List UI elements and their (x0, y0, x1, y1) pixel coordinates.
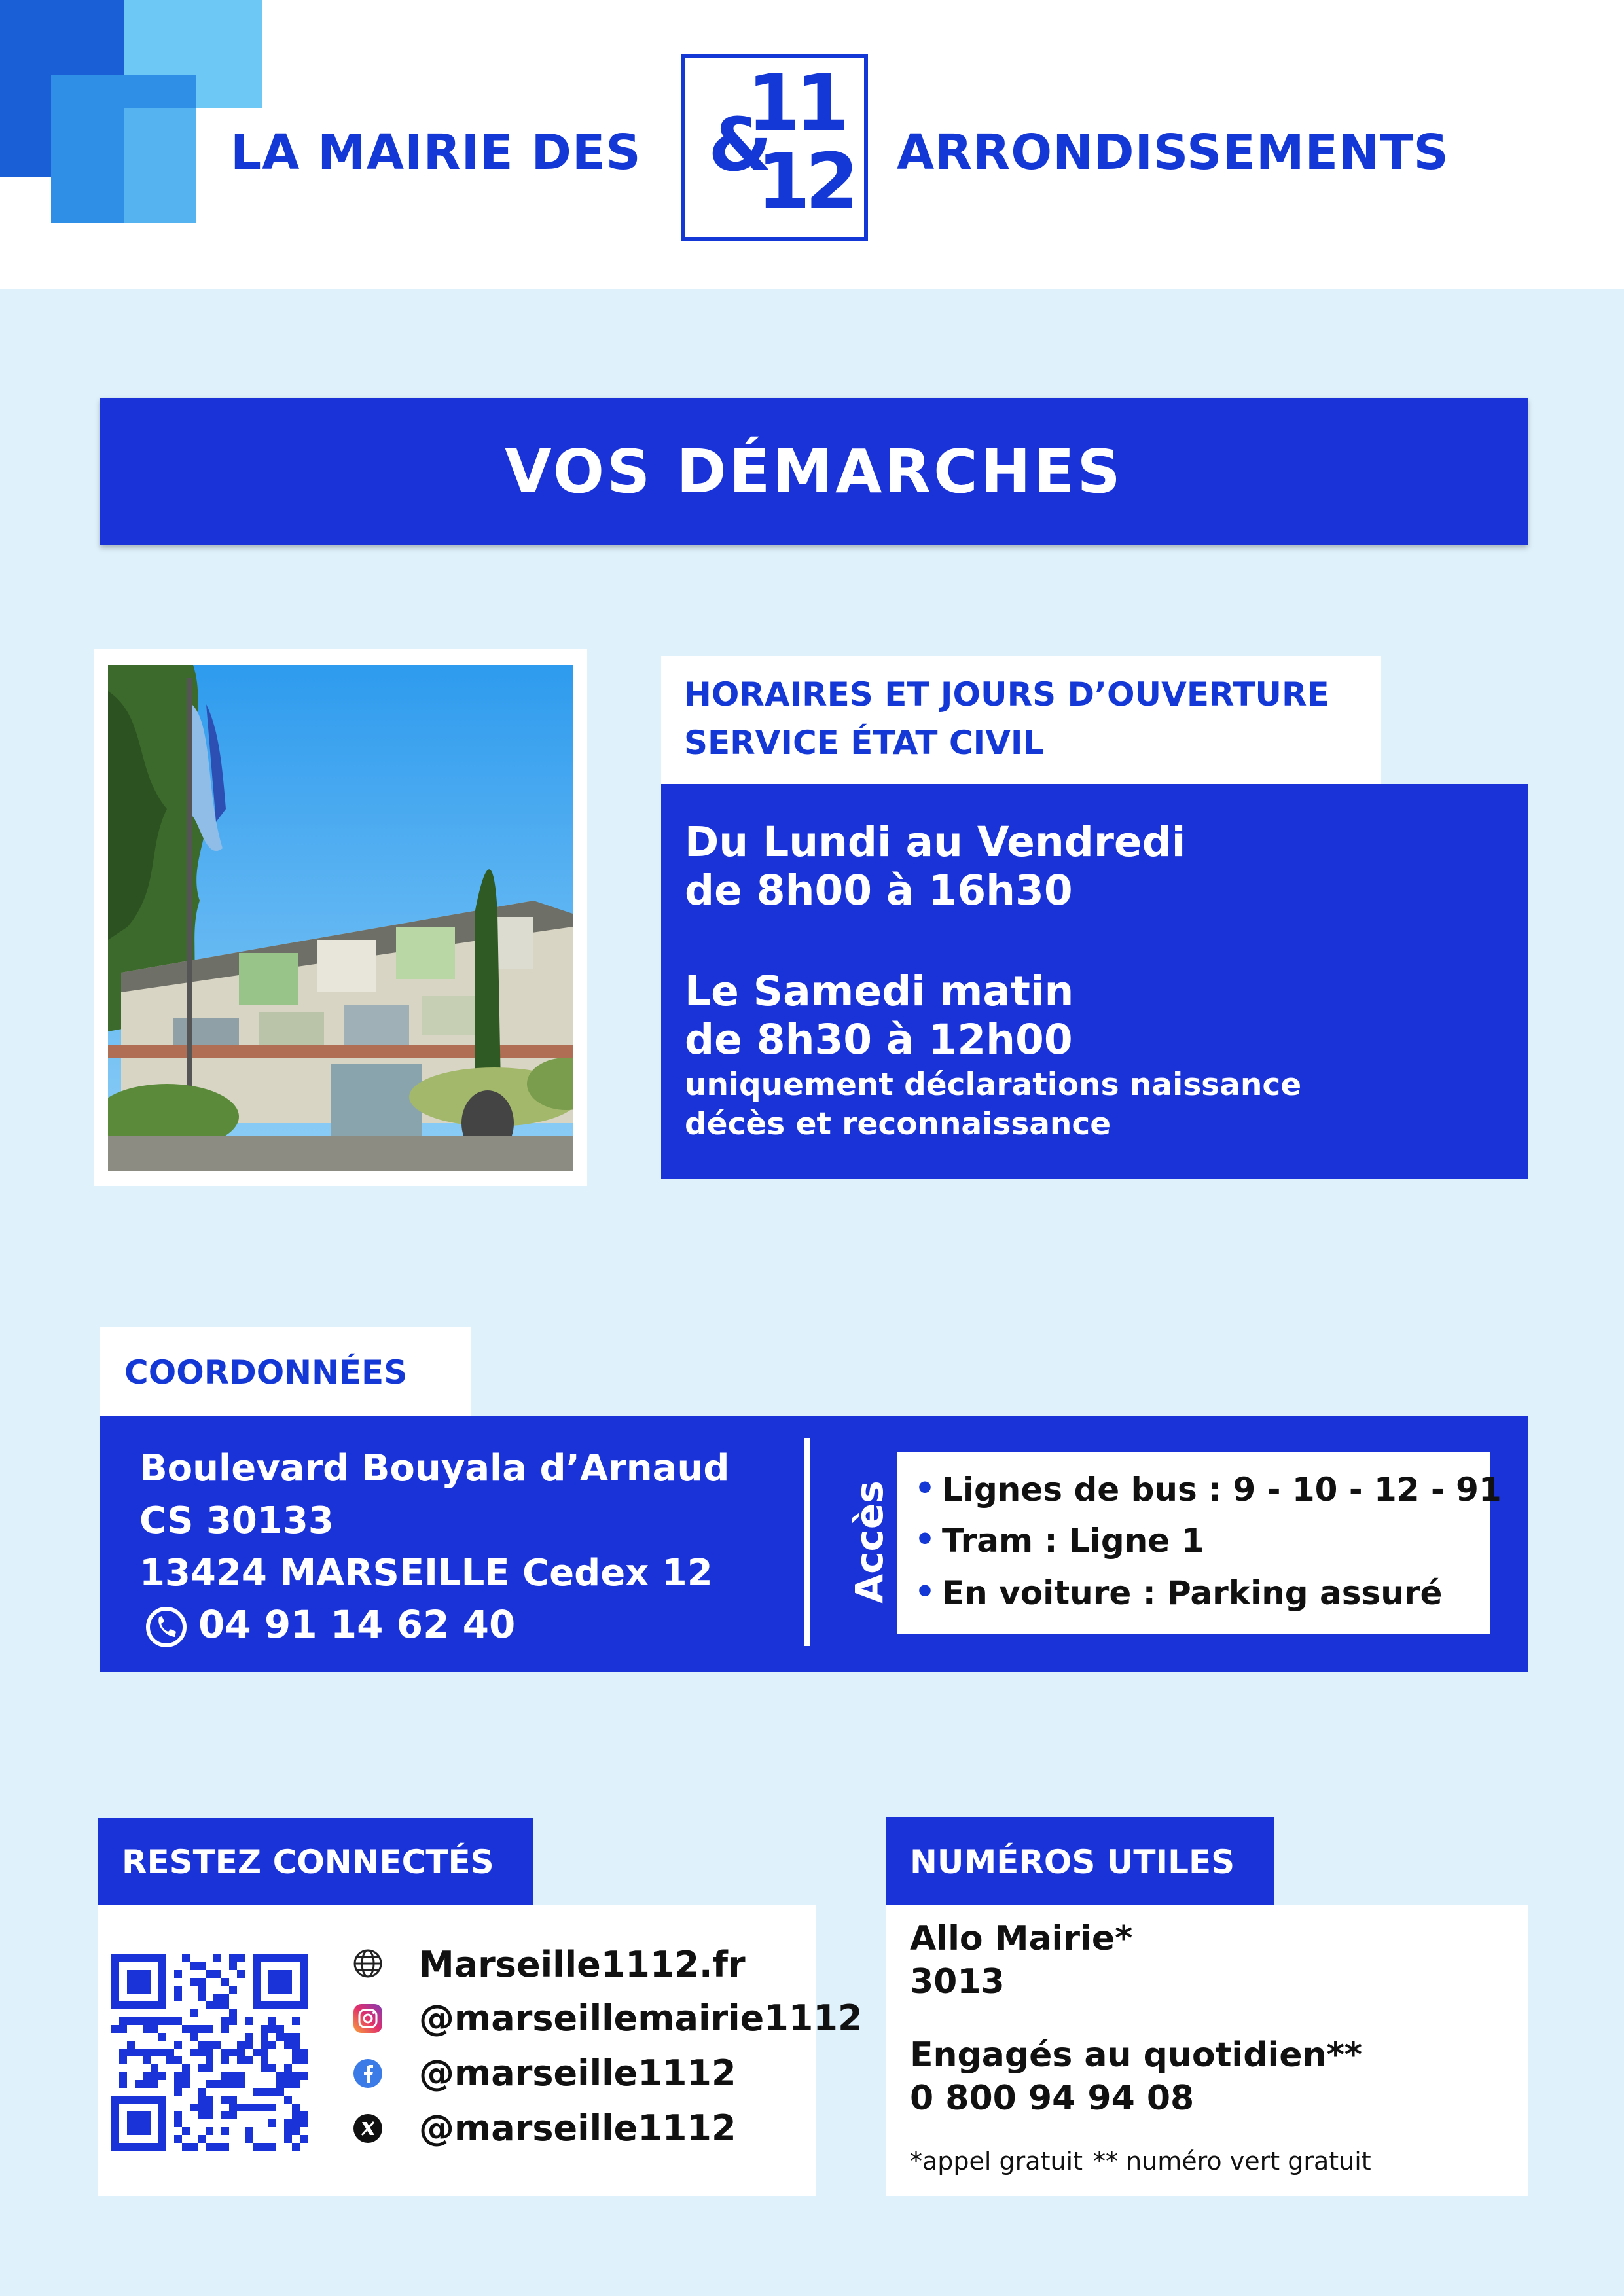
acces-list (897, 1452, 1502, 1634)
facebook-icon (352, 2058, 384, 2092)
facebook-link[interactable]: @marseille1112 (419, 2053, 736, 2094)
numeros-card (886, 1905, 1528, 2196)
weekdays-hours: de 8h00 à 16h30 (685, 867, 1073, 914)
website-link[interactable]: Marseille1112.fr (419, 1944, 746, 1985)
header-left-text: LA MAIRIE DES (230, 124, 641, 181)
coordonnees-tab-label: COORDONNÉES (124, 1354, 408, 1391)
logo-bottom-number: 12 (757, 136, 854, 226)
address-line2: CS 30133 (139, 1499, 334, 1542)
x-link[interactable]: @marseille1112 (419, 2108, 736, 2149)
allo-mairie-label: Allo Mairie* (910, 1919, 1133, 1958)
logo (681, 54, 868, 241)
acces-label: Accès (847, 1480, 892, 1604)
bullet: • (914, 1469, 935, 1507)
section-banner (100, 398, 1528, 545)
bullet: • (914, 1573, 935, 1611)
horaires-tab-line1: HORAIRES ET JOURS D’OUVERTURE (684, 675, 1329, 713)
allo-mairie-number[interactable]: 3013 (910, 1962, 1005, 2001)
logo-ampersand: & (708, 103, 772, 188)
connectes-card (98, 1905, 863, 2196)
banner-title: VOS DÉMARCHES (505, 437, 1123, 507)
numeros-tab-label: NUMÉROS UTILES (910, 1843, 1235, 1881)
engages-label: Engagés au quotidien** (910, 2036, 1362, 2075)
coordonnees-tab (100, 1327, 471, 1416)
phone-icon (145, 1605, 188, 1651)
saturday-hours: de 8h30 à 12h00 (685, 1016, 1073, 1064)
instagram-icon (352, 2003, 384, 2037)
connectes-tab (98, 1818, 533, 1905)
globe-icon (352, 1948, 384, 1982)
town-hall-illustration (108, 665, 573, 1171)
divider (804, 1438, 810, 1646)
coordonnees-box (100, 1416, 1528, 1672)
engages-number[interactable]: 0 800 94 94 08 (910, 2079, 1195, 2118)
acces-label-wrap (846, 1454, 892, 1630)
weekdays: Du Lundi au Vendredi (685, 818, 1186, 866)
header-right-text: ARRONDISSEMENTS (897, 124, 1449, 181)
acces-item: Tram : Ligne 1 (942, 1522, 1204, 1560)
instagram-link[interactable]: @marseillemairie1112 (419, 1998, 863, 2039)
connectes-tab-label: RESTEZ CONNECTÉS (122, 1843, 494, 1881)
address-line3: 13424 MARSEILLE Cedex 12 (139, 1552, 713, 1594)
town-hall-photo (108, 665, 573, 1171)
phone-number[interactable]: 04 91 14 62 40 (198, 1602, 516, 1647)
horaires-box (661, 784, 1528, 1179)
acces-item: Lignes de bus : 9 - 10 - 12 - 91 (942, 1471, 1502, 1509)
footnote-numero-vert: ** numéro vert gratuit (1093, 2147, 1371, 2176)
horaires-tab (661, 656, 1381, 784)
address-line1: Boulevard Bouyala d’Arnaud (139, 1447, 730, 1490)
x-icon (352, 2113, 384, 2147)
saturday-note-line2: décès et reconnaissance (685, 1106, 1111, 1142)
bullet: • (914, 1520, 935, 1558)
footnote-appel: *appel gratuit (910, 2147, 1083, 2176)
saturday: Le Samedi matin (685, 967, 1074, 1015)
numeros-tab (886, 1817, 1274, 1905)
horaires-tab-line2: SERVICE ÉTAT CIVIL (684, 724, 1044, 762)
saturday-note-line1: uniquement déclarations naissance (685, 1067, 1302, 1103)
decor-square (124, 108, 196, 223)
acces-item: En voiture : Parking assuré (942, 1574, 1443, 1612)
qr-code[interactable] (111, 1954, 308, 2151)
logo-top-number: 11 (747, 58, 844, 148)
